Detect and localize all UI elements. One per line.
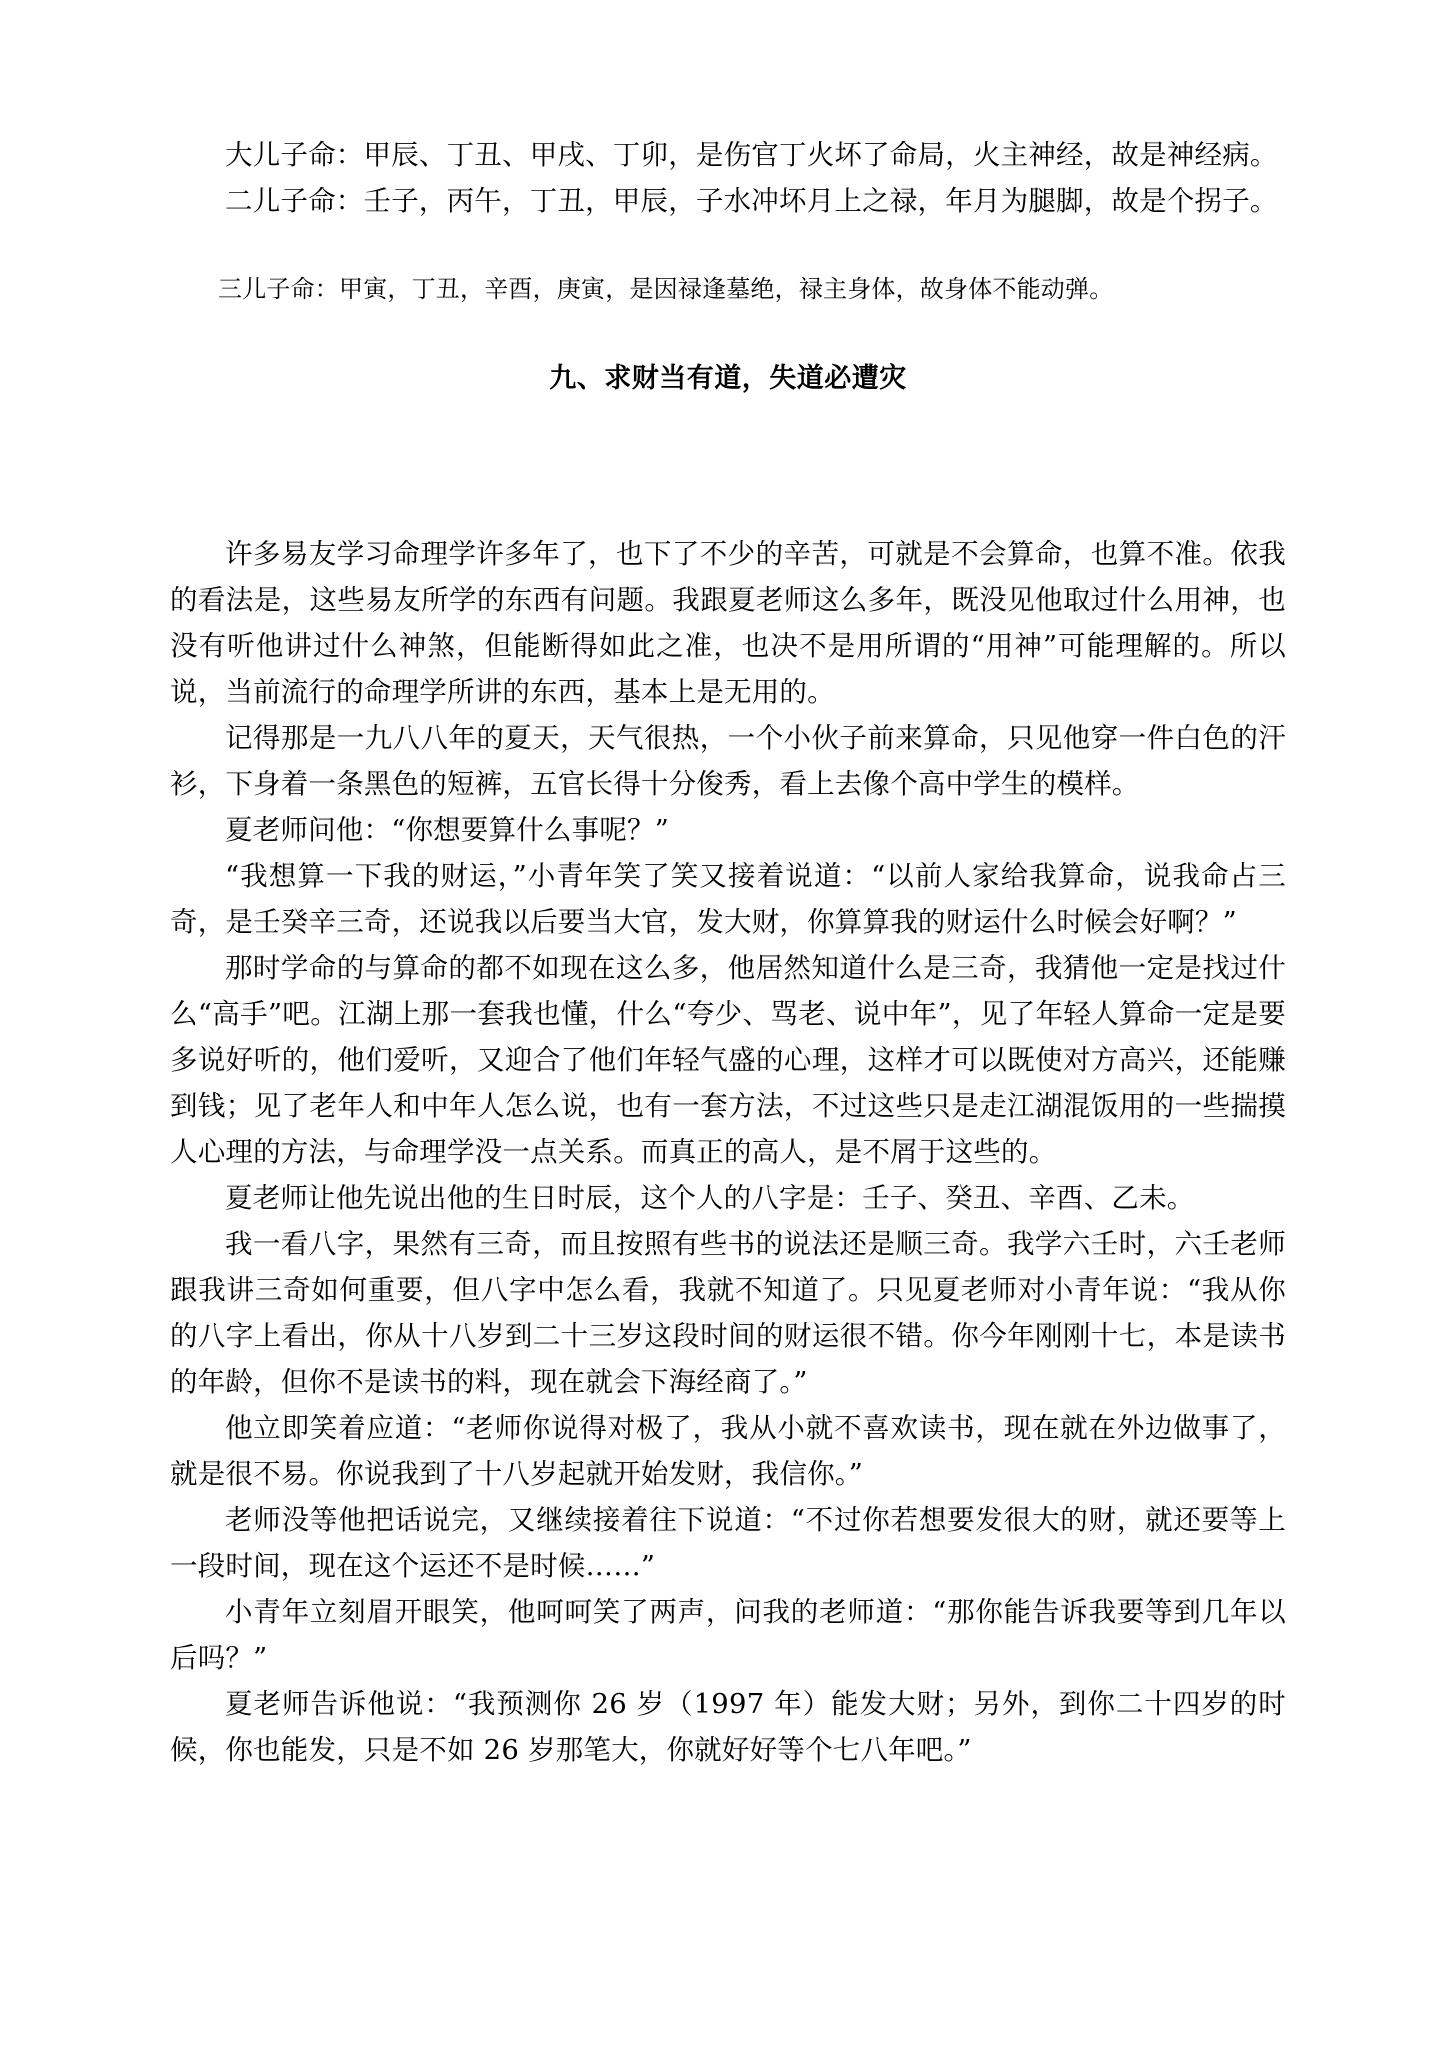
paragraph-son3: 三儿子命：甲寅，丁丑，辛酉，庚寅，是因禄逢墓绝，禄主身体，故身体不能动弹。 [218, 275, 1114, 303]
paragraph-5: 那时学命的与算命的都不如现在这么多，他居然知道什么是三奇，我猜他一定是找过什么“高手”吧。江湖上那一套我也懂，什么“夸少、骂老、说中年”，见了年轻人算命一定是要多说好听的，他们爱听，又迎合了他们年轻气盛的心理，这样才可以既使对方高兴，还能赚到钱；见了老年人和中年人怎么说，也有一套方法，不过这些只是走江湖混饭用的一些揣摸人心理的方法，与命理学没一点关系。而真正的高人，是不屑于这些的。 [170, 952, 1286, 1168]
paragraph-9: 老师没等他把话说完，又继续接着往下说道：“不过你若想要发很大的财，就还要等上一段时间，现在这个运还不是时候……” [170, 1504, 1286, 1582]
paragraph-3: 夏老师问他：“你想要算什么事呢？” [225, 814, 670, 846]
paragraph-2: 记得那是一九八八年的夏天，天气很热，一个小伙子前来算命，只见他穿一件白色的汗衫，下身着一条黑色的短裤，五官长得十分俊秀，看上去像个高中学生的模样。 [170, 722, 1286, 800]
paragraph-7: 我一看八字，果然有三奇，而且按照有些书的说法还是顺三奇。我学六壬时，六壬老师跟我讲三奇如何重要，但八字中怎么看，我就不知道了。只见夏老师对小青年说：“我从你的八字上看出，你从十八岁到二十三岁这段时间的财运很不错。你今年刚刚十七，本是读书的年龄，但你不是读书的料，现在就会下海经商了。” [170, 1228, 1286, 1398]
paragraph-1: 许多易友学习命理学许多年了，也下了不少的辛苦，可就是不会算命，也算不准。依我的看法是，这些易友所学的东西有问题。我跟夏老师这么多年，既没见他取过什么用神，也没有听他讲过什么神煞，但能断得如此之准，也决不是用所谓的“用神”可能理解的。所以说，当前流行的命理学所讲的东西，基本上是无用的。 [170, 538, 1286, 708]
paragraph-son2: 二儿子命：壬子，丙午，丁丑，甲辰，子水冲坏月上之禄，年月为腿脚，故是个拐子。 [225, 185, 1278, 217]
page-content [170, 0, 1286, 1773]
blank-line-spacer [170, 485, 1286, 531]
paragraph-son1: 大儿子命：甲辰、丁丑、甲戌、丁卯，是伤官丁火坏了命局，火主神经，故是神经病。 [225, 139, 1278, 171]
paragraph-4: “我想算一下我的财运，”小青年笑了笑又接着说道：“以前人家给我算命，说我命占三奇，是壬癸辛三奇，还说我以后要当大官，发大财，你算算我的财运什么时候会好啊？” [170, 860, 1286, 938]
spacer-before-son3 [170, 224, 1286, 268]
section-heading: 九、求财当有道，失道必遭灾 [549, 363, 907, 394]
spacer-before-heading [170, 310, 1286, 356]
paragraph-6: 夏老师让他先说出他的生日时辰，这个人的八字是：壬子、癸丑、辛酉、乙未。 [225, 1182, 1195, 1214]
paragraph-8: 他立即笑着应道：“老师你说得对极了，我从小就不喜欢读书，现在就在外边做事了，就是很不易。你说我到了十八岁起就开始发财，我信你。” [170, 1412, 1286, 1490]
paragraph-11: 夏老师告诉他说：“我预测你 26 岁（1997 年）能发大财；另外，到你二十四岁的时候，你也能发，只是不如 26 岁那笔大，你就好好等个七八年吧。” [170, 1688, 1286, 1766]
paragraph-10: 小青年立刻眉开眼笑，他呵呵笑了两声，问我的老师道：“那你能告诉我要等到几年以后吗？” [170, 1596, 1286, 1674]
spacer-after-heading [170, 395, 1286, 485]
top-margin-spacer [170, 0, 1286, 132]
